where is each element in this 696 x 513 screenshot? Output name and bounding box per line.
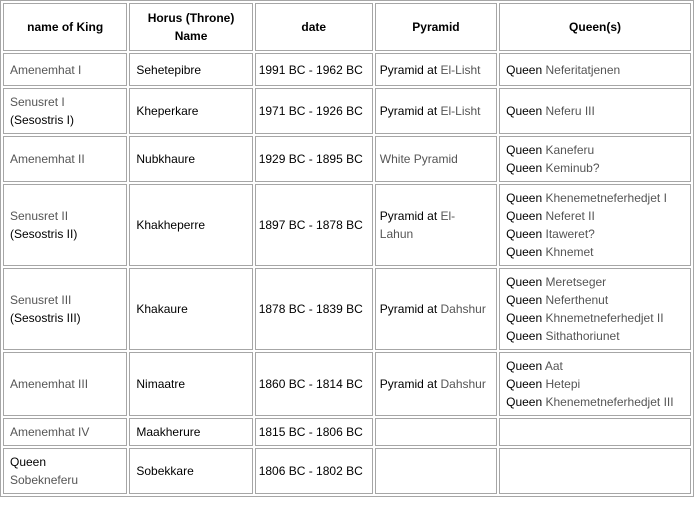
king-cell bbox=[3, 268, 127, 350]
date-cell: 1806 BC - 1802 BC bbox=[255, 448, 373, 494]
king-cell bbox=[3, 184, 127, 266]
date-cell: 1897 BC - 1878 BC bbox=[255, 184, 373, 266]
queen-link[interactable]: Aat bbox=[544, 359, 563, 373]
pyramid-cell bbox=[375, 184, 497, 266]
queen-entry bbox=[506, 273, 684, 291]
queen-entry bbox=[506, 141, 684, 159]
queens-cell bbox=[499, 136, 691, 182]
pyramid-link[interactable]: Dahshur bbox=[440, 377, 486, 391]
king-link[interactable]: Senusret I bbox=[10, 95, 65, 109]
queen-entry bbox=[506, 393, 684, 411]
pyramid-cell bbox=[375, 352, 497, 416]
table-row bbox=[3, 53, 691, 86]
queen-entry bbox=[506, 327, 684, 345]
pyramid-prefix: Pyramid at bbox=[379, 302, 441, 316]
pyramid-prefix: Pyramid at bbox=[379, 104, 441, 118]
king-link[interactable]: Senusret III bbox=[10, 293, 72, 307]
header-date: date bbox=[255, 3, 373, 51]
queen-prefix: Queen bbox=[506, 311, 546, 325]
king-alias: (Sesostris I) bbox=[10, 113, 75, 127]
queen-link[interactable]: Kaneferu bbox=[545, 143, 595, 157]
queen-prefix: Queen bbox=[506, 227, 546, 241]
king-link[interactable]: Senusret II bbox=[10, 209, 69, 223]
date-cell: 1860 BC - 1814 BC bbox=[255, 352, 373, 416]
queen-link[interactable]: Neferthenut bbox=[545, 293, 609, 307]
header-pyramid: Pyramid bbox=[375, 3, 497, 51]
pyramid-cell bbox=[375, 448, 497, 494]
queen-entry bbox=[506, 61, 684, 79]
date-cell: 1878 BC - 1839 BC bbox=[255, 268, 373, 350]
header-queens: Queen(s) bbox=[499, 3, 691, 51]
pyramid-link[interactable]: El-Lisht bbox=[440, 104, 481, 118]
queen-entry bbox=[506, 207, 684, 225]
queen-link[interactable]: Hetepi bbox=[545, 377, 581, 391]
pyramid-cell bbox=[375, 53, 497, 86]
table-row bbox=[3, 184, 691, 266]
table-row bbox=[3, 418, 691, 446]
queen-prefix: Queen bbox=[506, 245, 546, 259]
king-cell bbox=[3, 352, 127, 416]
horus-cell: Nimaatre bbox=[129, 352, 252, 416]
pyramid-link[interactable]: White Pyramid bbox=[379, 152, 458, 166]
queen-prefix: Queen bbox=[506, 377, 546, 391]
queens-cell bbox=[499, 268, 691, 350]
pyramid-prefix: Pyramid at bbox=[379, 209, 441, 223]
queen-prefix: Queen bbox=[506, 395, 546, 409]
pyramid-prefix: Pyramid at bbox=[379, 62, 441, 77]
queens-cell bbox=[499, 448, 691, 494]
horus-cell: Khakaure bbox=[129, 268, 252, 350]
queen-entry bbox=[506, 159, 684, 177]
king-alias: (Sesostris II) bbox=[10, 227, 78, 241]
queen-prefix: Queen bbox=[506, 209, 546, 223]
queen-entry bbox=[506, 189, 684, 207]
date-cell: 1929 BC - 1895 BC bbox=[255, 136, 373, 182]
header-king: name of King bbox=[3, 3, 127, 51]
queen-prefix: Queen bbox=[506, 293, 546, 307]
queen-entry bbox=[506, 225, 684, 243]
queens-cell bbox=[499, 352, 691, 416]
pyramid-link[interactable]: El- bbox=[440, 209, 456, 223]
queen-entry bbox=[506, 375, 684, 393]
queen-prefix: Queen bbox=[506, 62, 546, 77]
queen-link[interactable]: Khenemetneferhedjet III bbox=[545, 395, 674, 409]
pyramid-line bbox=[380, 207, 492, 225]
queen-link[interactable]: Khenemetneferhedjet I bbox=[545, 191, 667, 205]
queens-cell bbox=[499, 184, 691, 266]
horus-cell: Sobekkare bbox=[129, 448, 252, 494]
queen-prefix: Queen bbox=[506, 359, 545, 373]
header-horus: Horus (Throne) Name bbox=[129, 3, 252, 51]
queen-prefix: Queen bbox=[506, 275, 546, 289]
pyramid-cell bbox=[375, 88, 497, 134]
horus-cell: Khakheperre bbox=[129, 184, 252, 266]
table-row bbox=[3, 268, 691, 350]
king-alias: (Sesostris III) bbox=[10, 311, 81, 325]
king-title: Queen bbox=[10, 455, 47, 469]
queen-prefix: Queen bbox=[506, 329, 546, 343]
queen-link[interactable]: Khnemet bbox=[545, 245, 594, 259]
queen-entry bbox=[506, 243, 684, 261]
pyramid-cell bbox=[375, 268, 497, 350]
pyramid-cell bbox=[375, 418, 497, 446]
king-link[interactable]: Sobekneferu bbox=[10, 473, 79, 487]
table-row bbox=[3, 136, 691, 182]
pyramid-cell bbox=[375, 136, 497, 182]
pyramid-link[interactable]: El-Lisht bbox=[440, 62, 481, 77]
horus-cell: Sehetepibre bbox=[129, 53, 252, 86]
queen-entry bbox=[506, 357, 684, 375]
queens-cell bbox=[499, 418, 691, 446]
queen-entry bbox=[506, 102, 684, 120]
king-cell bbox=[3, 448, 127, 494]
table-row bbox=[3, 448, 691, 494]
queen-prefix: Queen bbox=[506, 143, 546, 157]
pyramid-link[interactable]: Dahshur bbox=[440, 302, 486, 316]
horus-cell: Maakherure bbox=[129, 418, 252, 446]
queen-link[interactable]: Itaweret? bbox=[545, 227, 595, 241]
date-cell: 1815 BC - 1806 BC bbox=[255, 418, 373, 446]
date-cell: 1971 BC - 1926 BC bbox=[255, 88, 373, 134]
king-link[interactable]: Amenemhat IV bbox=[10, 425, 90, 439]
table-row bbox=[3, 88, 691, 134]
queen-prefix: Queen bbox=[506, 161, 546, 175]
king-cell bbox=[3, 418, 127, 446]
pyramid-prefix: Pyramid at bbox=[379, 377, 441, 391]
pyramid-link[interactable]: Lahun bbox=[379, 227, 414, 241]
header-row bbox=[3, 3, 691, 51]
king-link[interactable]: Amenemhat I bbox=[10, 62, 82, 77]
queen-prefix: Queen bbox=[506, 104, 546, 118]
queen-link[interactable]: Neferet II bbox=[545, 209, 595, 223]
king-link[interactable]: Amenemhat II bbox=[10, 152, 85, 166]
king-link[interactable]: Amenemhat III bbox=[10, 377, 89, 391]
queen-link[interactable]: Sithathoriunet bbox=[545, 329, 620, 343]
queen-entry bbox=[506, 309, 684, 327]
queen-link[interactable]: Keminub? bbox=[545, 161, 600, 175]
horus-cell: Nubkhaure bbox=[129, 136, 252, 182]
queens-cell bbox=[499, 88, 691, 134]
king-cell bbox=[3, 88, 127, 134]
queens-cell bbox=[499, 53, 691, 86]
queen-link[interactable]: Meretseger bbox=[545, 275, 607, 289]
queen-link[interactable]: Khnemetneferhedjet II bbox=[545, 311, 664, 325]
king-cell bbox=[3, 53, 127, 86]
horus-cell: Kheperkare bbox=[129, 88, 252, 134]
table-row bbox=[3, 352, 691, 416]
queen-prefix: Queen bbox=[506, 191, 546, 205]
date-cell: 1991 BC - 1962 BC bbox=[255, 53, 373, 86]
queen-link[interactable]: Neferu III bbox=[545, 104, 595, 118]
queen-entry bbox=[506, 291, 684, 309]
queen-link[interactable]: Neferitatjenen bbox=[545, 62, 621, 77]
king-cell bbox=[3, 136, 127, 182]
